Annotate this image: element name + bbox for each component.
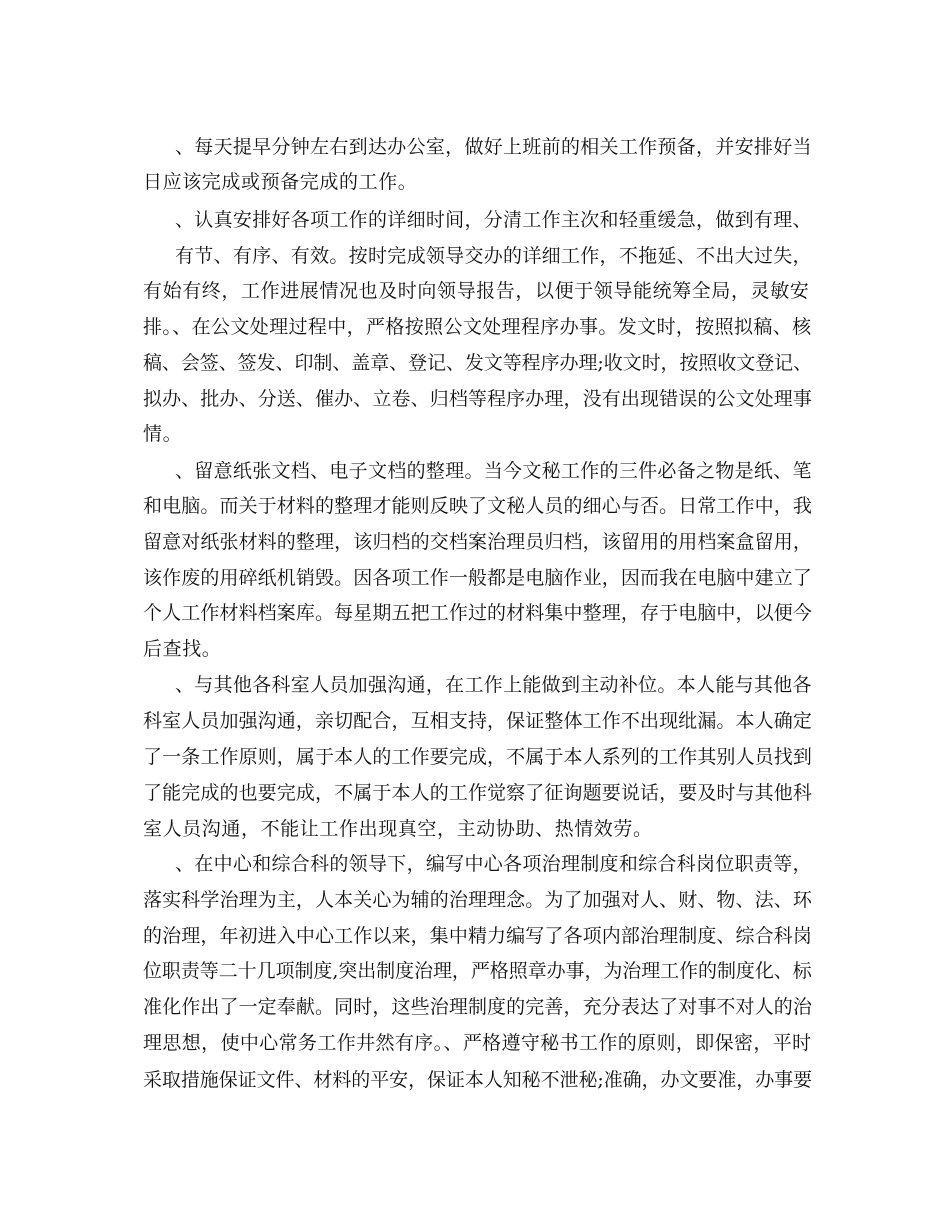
text-line: 了一条工作原则，属于本人的工作要完成，不属于本人系列的工作其别人员找到 xyxy=(143,746,813,768)
text-line: 拟办、批办、分送、催办、立卷、归档等程序办理，没有出现错误的公文处理事 xyxy=(143,388,813,410)
text-line: 、与其他各科室人员加强沟通，在工作上能做到主动补位。本人能与其他各 xyxy=(175,674,812,696)
text-line: 理思想，使中心常务工作井然有序。、严格遵守秘书工作的原则，即保密，平时 xyxy=(143,1032,812,1054)
text-line: 个人工作材料档案库。每星期五把工作过的材料集中整理，存于电脑中，以便今 xyxy=(143,602,813,624)
text-line: 落实科学治理为主，人本关心为辅的治理理念。为了加强对人、财、物、法、环 xyxy=(143,889,813,911)
text-line: 准化作出了一定奉献。同时，这些治理制度的完善，充分表达了对事不对人的治 xyxy=(143,996,813,1018)
text-line: 有始有终，工作进展情况也及时向领导报告，以便于领导能统筹全局，灵敏安 xyxy=(143,280,810,302)
text-line: 该作废的用碎纸机销毁。因各项工作一般都是电脑作业，因而我在电脑中建立了 xyxy=(143,567,813,589)
text-line: 、认真安排好各项工作的详细时间，分清工作主次和轻重缓急，做到有理、 xyxy=(175,209,812,231)
text-line: 稿、会签、签发、印制、盖章、登记、发文等程序办理;收文时，按照收文登记、 xyxy=(143,352,813,374)
text-line: 、在中心和综合科的领导下，编写中心各项治理制度和综合科岗位职责等， xyxy=(175,853,812,875)
text-line: 采取措施保证文件、材料的平安，保证本人知秘不泄秘;准确，办文要准，办事要 xyxy=(143,1069,813,1091)
text-line: 了能完成的也要完成，不属于本人的工作觉察了征询题要说话，要及时与其他科 xyxy=(143,782,813,804)
text-line: 室人员沟通，不能让工作出现真空，主动协助、热情效劳。 xyxy=(143,818,653,840)
text-line: 、每天提早分钟左右到达办公室，做好上班前的相关工作预备，并安排好当 xyxy=(175,136,812,158)
text-line: 的治理，年初进入中心工作以来，集中精力编写了各项内部治理制度、综合科岗 xyxy=(143,925,813,947)
text-line: 科室人员加强沟通，亲切配合，互相支持，保证整体工作不出现纰漏。本人确定 xyxy=(143,710,813,732)
text-line: 、留意纸张文档、电子文档的整理。当今文秘工作的三件必备之物是纸、笔 xyxy=(175,460,812,482)
text-line: 排。、在公文处理过程中，严格按照公文处理程序办事。发文时，按照拟稿、核 xyxy=(143,316,812,338)
text-line: 后查找。 xyxy=(143,638,222,660)
text-line: 有节、有序、有效。按时完成领导交办的详细工作，不拖延、不出大过失， xyxy=(175,245,812,267)
text-line: 情。 xyxy=(143,423,183,445)
text-line: 日应该完成或预备完成的工作。 xyxy=(143,171,418,193)
text-line: 位职责等二十几项制度,突出制度治理，严格照章办事，为治理工作的制度化、标 xyxy=(143,960,812,982)
text-line: 留意对纸张材料的整理，该归档的交档案治理员归档，该留用的用档案盒留用， xyxy=(143,531,813,553)
text-line: 和电脑。而关于材料的整理才能则反映了文秘人员的细心与否。日常工作中，我 xyxy=(143,495,813,517)
